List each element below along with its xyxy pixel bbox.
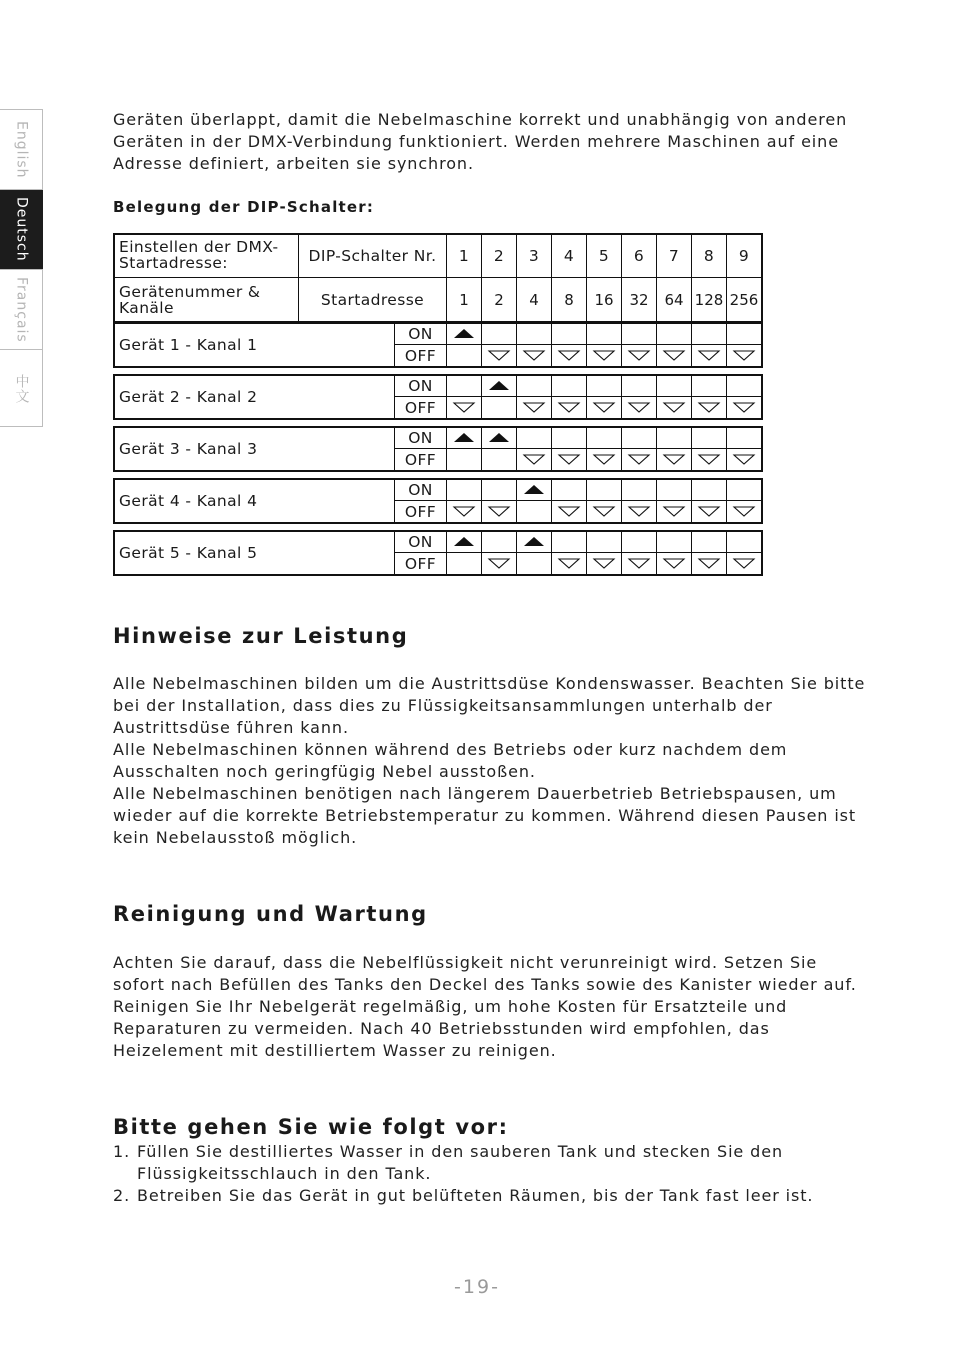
device-row-midline bbox=[394, 448, 763, 449]
switch-off-arrow-icon bbox=[592, 505, 616, 517]
tab-chinese-label: 中文 bbox=[13, 374, 30, 404]
switch-off-arrow-icon bbox=[662, 505, 686, 517]
switch-off-arrow-icon bbox=[522, 349, 546, 361]
switch-off-arrow-icon bbox=[592, 349, 616, 361]
intro-paragraph: Geräten überlappt, damit die Nebelmaschine korrekt und unabhängig von anderen Geräten in der DMX-Verbindung funktioniert. Werden mehrere Maschinen auf eine Adresse definiert, arbeiten sie synchron. bbox=[113, 110, 848, 173]
list-item-text: Betreiben Sie das Gerät in gut belüfteten Räumen, bis der Tank fast leer ist. bbox=[137, 1186, 814, 1205]
off-label: OFF bbox=[404, 398, 437, 417]
switch-off-arrow-icon bbox=[662, 401, 686, 413]
switch-off-arrow-icon bbox=[697, 349, 721, 361]
switch-col-divider bbox=[481, 426, 482, 472]
section-title-performance: Hinweise zur Leistung bbox=[113, 624, 409, 648]
section-body-cleaning-wrap bbox=[113, 952, 873, 1062]
switch-col-divider bbox=[551, 426, 552, 472]
switch-off-arrow-icon bbox=[662, 349, 686, 361]
dip-start-address: 16 bbox=[594, 290, 614, 309]
switch-off-arrow-icon bbox=[522, 401, 546, 413]
section-body-performance-wrap bbox=[113, 673, 873, 849]
list-item-number: 2. bbox=[113, 1186, 131, 1205]
switch-off-arrow-icon bbox=[732, 453, 756, 465]
switch-col-divider bbox=[726, 426, 727, 472]
switch-col-divider bbox=[656, 530, 657, 576]
dip-start-address: 8 bbox=[564, 290, 574, 309]
switch-off-arrow-icon bbox=[592, 453, 616, 465]
dip-switch-number: 5 bbox=[598, 247, 610, 265]
tab-deutsch[interactable] bbox=[0, 190, 43, 270]
dip-switch-number: 7 bbox=[668, 247, 680, 265]
switch-off-arrow-icon bbox=[697, 505, 721, 517]
switch-off-arrow-icon bbox=[627, 453, 651, 465]
switch-off-arrow-icon bbox=[592, 557, 616, 569]
device-row-midline bbox=[394, 396, 763, 397]
switch-col-divider bbox=[551, 322, 552, 368]
on-label: ON bbox=[408, 324, 433, 343]
switch-on-arrow-icon bbox=[452, 535, 476, 547]
switch-col-divider bbox=[621, 478, 622, 524]
dip-start-address: 128 bbox=[694, 290, 724, 309]
switch-col-divider bbox=[516, 374, 517, 420]
switch-off-arrow-icon bbox=[487, 557, 511, 569]
dip-switch-number: 3 bbox=[528, 247, 540, 265]
switch-col-divider bbox=[691, 478, 692, 524]
tab-english[interactable] bbox=[0, 110, 43, 190]
switch-off-arrow-icon bbox=[732, 401, 756, 413]
switch-col-divider bbox=[551, 530, 552, 576]
switch-col-divider bbox=[656, 426, 657, 472]
switch-col-divider bbox=[551, 478, 552, 524]
switch-col-divider bbox=[586, 478, 587, 524]
on-label: ON bbox=[408, 428, 433, 447]
switch-col-divider bbox=[446, 374, 447, 420]
dip-header-label-2: Gerätenummer & Kanäle bbox=[119, 283, 261, 317]
switch-col-divider bbox=[691, 322, 692, 368]
switch-col-divider bbox=[691, 374, 692, 420]
switch-col-divider bbox=[621, 530, 622, 576]
switch-on-arrow-icon bbox=[452, 431, 476, 443]
switch-col-divider bbox=[621, 374, 622, 420]
dip-header-label-1: Einstellen der DMX-Startadresse: bbox=[119, 238, 279, 272]
switch-off-arrow-icon bbox=[732, 505, 756, 517]
off-label: OFF bbox=[404, 450, 437, 469]
switch-off-arrow-icon bbox=[452, 401, 476, 413]
on-label: ON bbox=[408, 376, 433, 395]
device-label: Gerät 3 - Kanal 3 bbox=[119, 440, 258, 458]
tab-chinese[interactable] bbox=[0, 350, 43, 428]
switch-on-arrow-icon bbox=[487, 431, 511, 443]
dip-switch-number: 6 bbox=[633, 247, 645, 265]
switch-off-arrow-icon bbox=[487, 349, 511, 361]
switch-col-divider bbox=[621, 426, 622, 472]
switch-col-divider bbox=[516, 426, 517, 472]
device-row-midline bbox=[394, 552, 763, 553]
off-label: OFF bbox=[404, 554, 437, 573]
switch-col-divider bbox=[551, 374, 552, 420]
dip-switch-number: 1 bbox=[458, 247, 470, 265]
dip-switch-number: 8 bbox=[703, 247, 715, 265]
dip-switch-number: 9 bbox=[738, 247, 750, 265]
dip-heading: Belegung der DIP-Schalter: bbox=[113, 198, 375, 216]
device-label: Gerät 4 - Kanal 4 bbox=[119, 492, 258, 510]
on-label: ON bbox=[408, 480, 433, 499]
switch-col-divider bbox=[446, 530, 447, 576]
tab-francais-label: Français bbox=[13, 276, 30, 343]
switch-off-arrow-icon bbox=[697, 453, 721, 465]
switch-off-arrow-icon bbox=[662, 557, 686, 569]
procedure-list bbox=[113, 1141, 873, 1207]
switch-col-divider bbox=[586, 530, 587, 576]
switch-col-divider bbox=[621, 322, 622, 368]
dip-start-address: 1 bbox=[459, 290, 469, 309]
switch-col-divider bbox=[726, 530, 727, 576]
section-title-procedure: Bitte gehen Sie wie folgt vor: bbox=[113, 1115, 509, 1139]
switch-col-divider bbox=[726, 478, 727, 524]
switch-on-arrow-icon bbox=[452, 327, 476, 339]
switch-off-arrow-icon bbox=[697, 557, 721, 569]
off-label: OFF bbox=[404, 346, 437, 365]
dip-switch-number: 4 bbox=[563, 247, 575, 265]
device-label: Gerät 2 - Kanal 2 bbox=[119, 388, 258, 406]
list-item-number: 1. bbox=[113, 1142, 131, 1161]
list-item bbox=[113, 1185, 873, 1207]
dip-switch-no-header: DIP-Schalter Nr. bbox=[308, 247, 437, 265]
tab-francais[interactable] bbox=[0, 270, 43, 350]
switch-col-divider bbox=[481, 322, 482, 368]
switch-col-divider bbox=[586, 374, 587, 420]
switch-off-arrow-icon bbox=[662, 453, 686, 465]
section-body-cleaning: Achten Sie darauf, dass die Nebelflüssigkeit nicht verunreinigt wird. Setzen Sie sofort nach Befüllen des Tanks den Deckel des Tanks sowie des Kanister wieder auf. Reinigen Sie Ihr Nebelgerät regelmäßig, um hohe Kosten für Ersatzteile und Reparaturen zu vermeiden. Nach 40 Betriebsstunden wird empfohlen, das Heizelement mit destilliertem Wasser zu reinigen. bbox=[113, 953, 857, 1060]
switch-col-divider bbox=[656, 322, 657, 368]
switch-col-divider bbox=[726, 322, 727, 368]
switch-col-divider bbox=[481, 478, 482, 524]
switch-off-arrow-icon bbox=[697, 401, 721, 413]
switch-col-divider bbox=[516, 530, 517, 576]
tab-english-label: English bbox=[13, 120, 30, 179]
switch-off-arrow-icon bbox=[557, 453, 581, 465]
switch-off-arrow-icon bbox=[557, 349, 581, 361]
switch-col-divider bbox=[481, 530, 482, 576]
switch-col-divider bbox=[586, 322, 587, 368]
switch-col-divider bbox=[656, 478, 657, 524]
dip-start-address: 2 bbox=[494, 290, 504, 309]
device-row-midline bbox=[394, 344, 763, 345]
list-item-text: Füllen Sie destilliertes Wasser in den sauberen Tank und stecken Sie den Flüssigkeitsschlauch in den Tank. bbox=[137, 1142, 784, 1183]
device-label: Gerät 5 - Kanal 5 bbox=[119, 544, 258, 562]
switch-col-divider bbox=[691, 530, 692, 576]
switch-on-arrow-icon bbox=[487, 379, 511, 391]
dip-start-address: 4 bbox=[529, 290, 539, 309]
switch-col-divider bbox=[586, 426, 587, 472]
switch-col-divider bbox=[516, 478, 517, 524]
section-body-performance: Alle Nebelmaschinen bilden um die Austrittsdüse Kondenswasser. Beachten Sie bitte bei der Installation, dass dies zu Flüssigkeitsansammlungen unterhalb der Austrittsdüse führen kann. Alle Nebelmaschinen können während des Betriebs oder kurz nachdem dem Ausschalten noch geringfügig Nebel ausstoßen. Alle Nebelmaschinen benötigen nach längerem Dauerbetrieb Betriebspausen, um wieder auf die korrekte Betriebstemperatur zu kommen. Während diesen Pausen ist kein Nebelausstoß möglich. bbox=[113, 674, 866, 847]
device-label: Gerät 1 - Kanal 1 bbox=[119, 336, 258, 354]
switch-off-arrow-icon bbox=[557, 401, 581, 413]
switch-off-arrow-icon bbox=[627, 349, 651, 361]
device-row-midline bbox=[394, 500, 763, 501]
off-label: OFF bbox=[404, 502, 437, 521]
switch-col-divider bbox=[446, 478, 447, 524]
switch-off-arrow-icon bbox=[452, 505, 476, 517]
switch-off-arrow-icon bbox=[627, 505, 651, 517]
dip-start-address: 32 bbox=[629, 290, 649, 309]
on-label: ON bbox=[408, 532, 433, 551]
start-address-header: Startadresse bbox=[320, 290, 425, 309]
switch-off-arrow-icon bbox=[522, 453, 546, 465]
switch-col-divider bbox=[691, 426, 692, 472]
dip-switch-number: 2 bbox=[493, 247, 505, 265]
switch-col-divider bbox=[516, 322, 517, 368]
switch-off-arrow-icon bbox=[557, 505, 581, 517]
switch-off-arrow-icon bbox=[557, 557, 581, 569]
switch-off-arrow-icon bbox=[487, 505, 511, 517]
tab-deutsch-label: Deutsch bbox=[13, 197, 30, 262]
switch-col-divider bbox=[656, 374, 657, 420]
switch-off-arrow-icon bbox=[627, 557, 651, 569]
language-tabs bbox=[0, 109, 43, 427]
intro-block bbox=[113, 109, 873, 175]
switch-col-divider bbox=[481, 374, 482, 420]
switch-col-divider bbox=[726, 374, 727, 420]
switch-on-arrow-icon bbox=[522, 483, 546, 495]
switch-off-arrow-icon bbox=[627, 401, 651, 413]
switch-col-divider bbox=[446, 322, 447, 368]
list-item bbox=[113, 1141, 873, 1185]
switch-off-arrow-icon bbox=[732, 557, 756, 569]
dip-start-address: 64 bbox=[664, 290, 684, 309]
section-title-cleaning: Reinigung und Wartung bbox=[113, 902, 428, 926]
switch-off-arrow-icon bbox=[732, 349, 756, 361]
switch-col-divider bbox=[446, 426, 447, 472]
switch-on-arrow-icon bbox=[522, 535, 546, 547]
page-number: -19- bbox=[454, 1276, 500, 1298]
switch-off-arrow-icon bbox=[592, 401, 616, 413]
dip-start-address: 256 bbox=[729, 290, 759, 309]
